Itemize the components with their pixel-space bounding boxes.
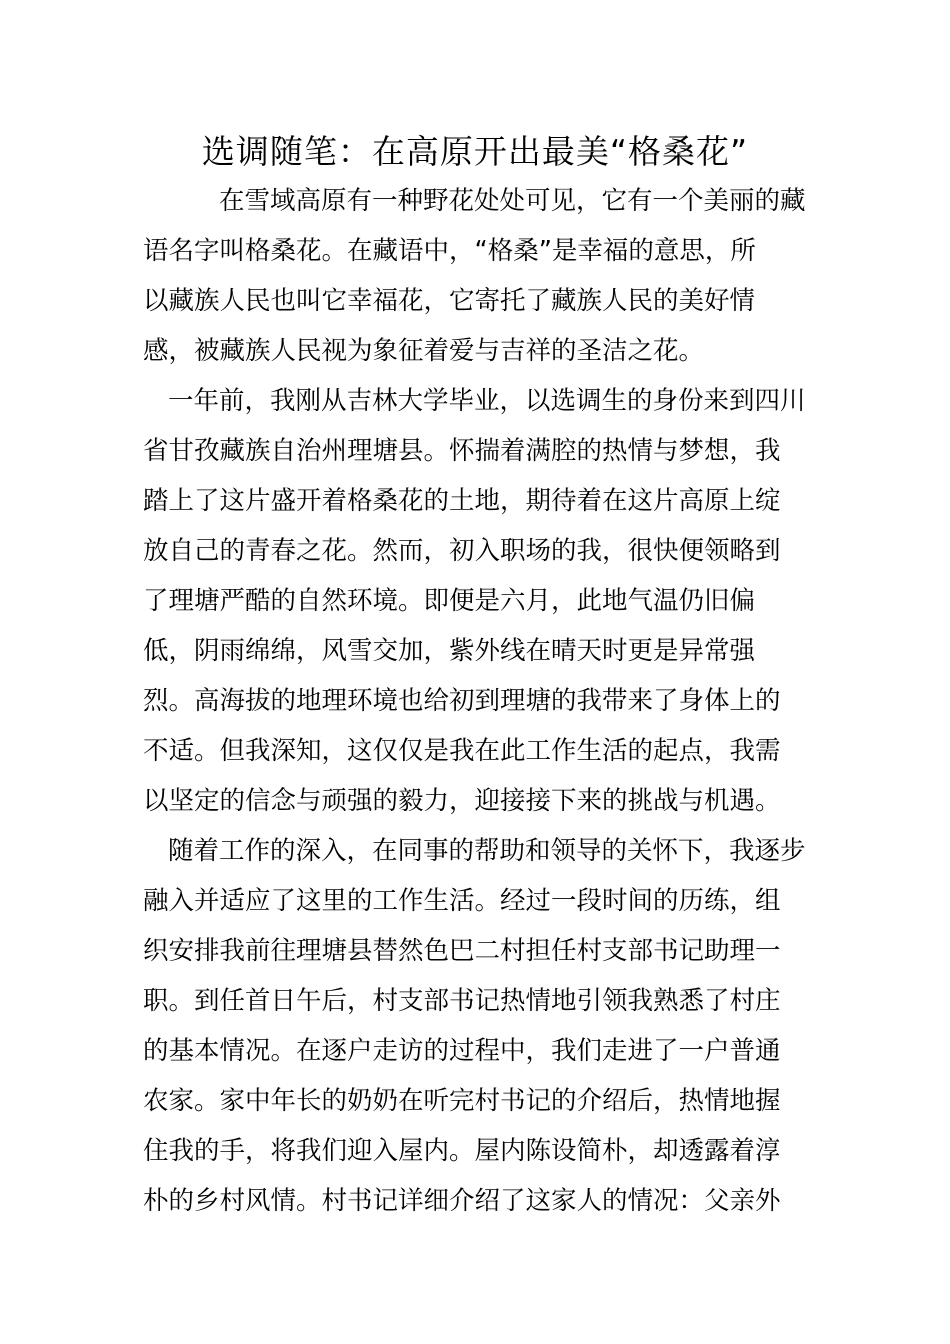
paragraph-line: 放自己的青春之花。然而，初入职场的我，很快便领略到 [143,536,781,566]
paragraph-line: 织安排我前往理塘县替然色巴二村担任村支部书记助理一 [143,936,781,966]
paragraph-line: 不适。但我深知，这仅仅是我在此工作生活的起点，我需 [143,736,781,766]
paragraph-line: 低，阴雨绵绵，风雪交加，紫外线在晴天时更是异常强 [143,636,756,666]
paragraph-line: 感，被藏族人民视为象征着爱与吉祥的圣洁之花。 [143,336,705,366]
paragraph-line: 烈。高海拔的地理环境也给初到理塘的我带来了身体上的 [143,686,781,716]
paragraph-line: 以藏族人民也叫它幸福花，它寄托了藏族人民的美好情 [143,286,756,316]
paragraph-line: 朴的乡村风情。村书记详细介绍了这家人的情况：父亲外 [143,1186,781,1216]
paragraph-line: 一年前，我刚从吉林大学毕业，以选调生的身份来到四川 [168,386,806,416]
paragraph-line: 以坚定的信念与顽强的毅力，迎接接下来的挑战与机遇。 [143,786,781,816]
document-title: 选调随笔：在高原开出最美“格桑花” [201,132,749,171]
paragraph-line: 职。到任首日午后，村支部书记热情地引领我熟悉了村庄 [143,986,781,1016]
paragraph-line: 住我的手，将我们迎入屋内。屋内陈设简朴，却透露着淳 [143,1136,781,1166]
paragraph-line: 了理塘严酷的自然环境。即便是六月，此地气温仍旧偏 [143,586,756,616]
paragraph-line: 在雪域高原有一种野花处处可见，它有一个美丽的藏 [219,186,806,216]
paragraph-line: 的基本情况。在逐户走访的过程中，我们走进了一户普通 [143,1036,781,1066]
paragraph-line: 随着工作的深入，在同事的帮助和领导的关怀下，我逐步 [168,836,806,866]
paragraph-line: 农家。家中年长的奶奶在听完村书记的介绍后，热情地握 [143,1086,781,1116]
paragraph-line: 语名字叫格桑花。在藏语中，“格桑”是幸福的意思，所 [143,236,756,266]
paragraph-line: 踏上了这片盛开着格桑花的土地，期待着在这片高原上绽 [143,486,781,516]
document-body [143,176,809,1226]
paragraph-line: 融入并适应了这里的工作生活。经过一段时间的历练，组 [143,886,781,916]
paragraph-line: 省甘孜藏族自治州理塘县。怀揣着满腔的热情与梦想，我 [143,436,781,466]
